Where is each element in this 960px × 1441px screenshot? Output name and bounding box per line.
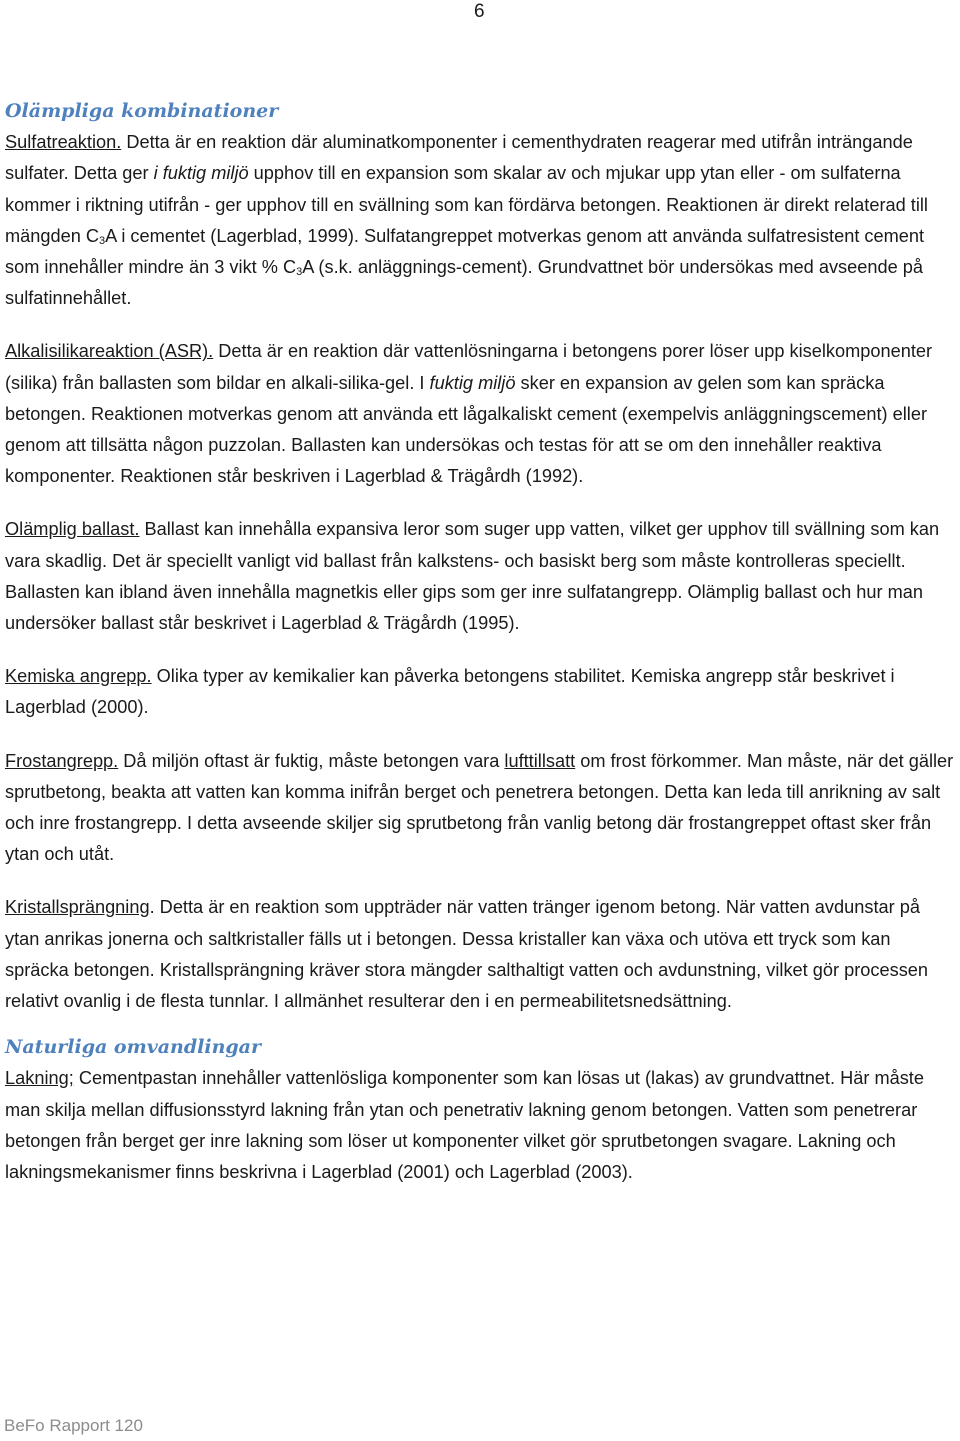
- term-olamplig-ballast: Olämplig ballast.: [5, 519, 140, 540]
- term-lakning: Lakning;: [5, 1068, 74, 1089]
- subscript: 3: [296, 266, 303, 279]
- paragraph-lakning: Lakning; Cementpastan innehåller vattenlösliga komponenter som kan lösas ut (lakas) av grundvattnet. Här måste man skilja mellan diffusionsstyrd lakning från ytan och penetrativ lakning genom betongen. Vatten som penetrerar betongen från berget ger inre lakning som löser ut komponenter vilket gör sprutbetongen svagare. Lakning och lakningsmekanismer finns beskrivna i Lagerblad (2001) och Lagerblad (2003).: [5, 1068, 924, 1183]
- term-sulfatreaktion: Sulfatreaktion.: [5, 132, 122, 153]
- term-lufttillsatt: lufttillsatt: [504, 750, 576, 771]
- section-heading-olampliga: Olämpliga kombinationer: [5, 100, 279, 122]
- paragraph-asr: Alkalisilikareaktion (ASR). Detta är en reaktion där vattenlösningarna i betongens porer löser upp kiselkomponenter (silika) från ballasten som bildar en alkali-silika-gel. I fuktig miljö sker en expansion av gelen som kan spräcka betongen. Reaktionen motverkas genom att använda ett lågalkaliskt cement (exempelvis anläggningscement) eller genom att tillsätta någon puzzolan. Ballasten kan undersökas och testas för att se om den innehåller reaktiva komponenter. Reaktionen står beskriven i Lagerblad & Trägårdh (1992).: [5, 341, 933, 487]
- paragraph-olamplig-ballast: Olämplig ballast. Ballast kan innehålla expansiva leror som suger upp vatten, vilket ger upphov till svällning som kan vara skadlig. Det är speciellt vanligt vid ballast från kalkstens- och basiskt berg som måste kontrolleras speciellt. Ballasten kan ibland även innehålla magnetkis eller gips som ger inre sulfatangrepp. Olämplig ballast och hur man undersöker ballast står beskrivet i Lagerblad & Trägårdh (1995).: [5, 519, 940, 634]
- term-frostangrepp: Frostangrepp.: [5, 750, 119, 771]
- paragraph-kemiska-angrepp: Kemiska angrepp. Olika typer av kemikalier kan påverka betongens stabilitet. Kemiska angrepp står beskrivet i Lagerblad (2000).: [5, 666, 895, 718]
- term-kristallsprangning: Kristallsprängning: [5, 897, 150, 918]
- term-kemiska-angrepp: Kemiska angrepp.: [5, 666, 152, 687]
- subscript: 3: [99, 234, 106, 247]
- paragraph-kristallsprangning: Kristallsprängning. Detta är en reaktion som uppträder när vatten tränger igenom betong. När vatten avdunstar på ytan anrikas jonerna och saltkristaller fälls ut i betongen. Dessa kristaller kan växa och utöva ett tryck som kan spräcka betongen. Kristallsprängning kräver stora mängder salthaltigt vatten och avdunstning, vilket gör processen relativt ovanlig i de flesta tunnlar. I allmänhet resulterar den i en permeabilitetsnedsättning.: [5, 897, 929, 1012]
- term-asr: Alkalisilikareaktion (ASR).: [5, 341, 214, 362]
- page-number: 6: [474, 1, 485, 22]
- paragraph-sulfatreaktion: Sulfatreaktion. Detta är en reaktion där aluminatkomponenter i cementhydraten reagerar med utifrån inträngande sulfater. Detta ger i fuktig miljö upphov till en expansion som skalar av och mjukar upp ytan eller - om sulfaterna kommer i riktning utifrån - ger upphov till en svällning som kan fördärva betongen. Reaktionen är direkt relaterad till mängden $C_3A$ i cementet (Lagerblad, 1999). Sulfatangreppet motverkas genom att använda sulfatresistent cement som innehåller mindre än 3 vikt % $C_3A$ (s.k. anläggnings-cement). Grundvattnet bör undersökas med avseende på sulfatinnehållet.: [5, 132, 928, 309]
- page-footer: BeFo Rapport 120: [4, 1416, 143, 1435]
- document-body: [5, 96, 957, 1188]
- section-heading-naturliga: Naturliga omvandlingar: [5, 1036, 262, 1059]
- paragraph-frostangrepp: Frostangrepp. Då miljön oftast är fuktig, måste betongen vara lufttillsatt om frost förkommer. Man måste, när det gäller sprutbetong, beakta att vatten kan komma inifrån berget och penetrera betongen. Detta kan leda till anrikning av salt och inre frostangrepp. I detta avseende skiljer sig sprutbetong från vanlig betong där frostangreppet oftast sker från ytan och utåt.: [5, 750, 954, 865]
